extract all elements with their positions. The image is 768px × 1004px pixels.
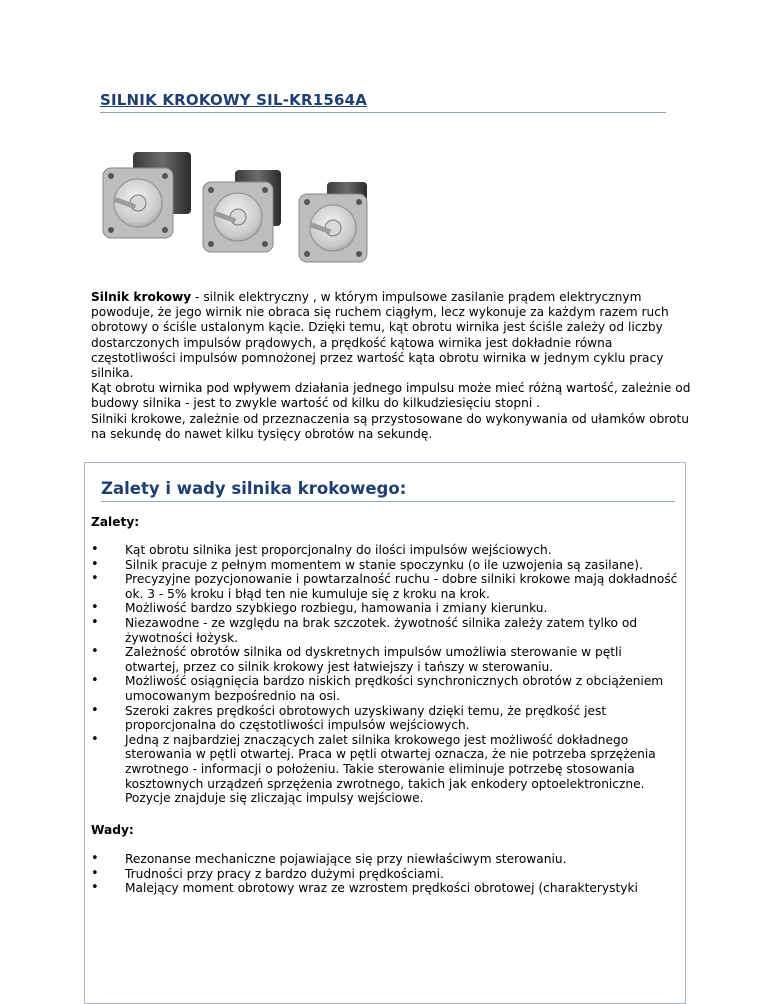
list-item: • Silnik pracuje z pełnym momentem w stanie spoczynku (o ile uzwojenia są zasilane). [91,558,679,573]
section-title [101,479,675,502]
motor-small [299,182,367,262]
list-item: • Malejący moment obrotowy wraz ze wzrostem prędkości obrotowej (charakterystyki [91,881,679,896]
intro-definition: - silnik elektryczny , w którym impulsowe zasilanie prądem elektrycznym powoduje, że jego wirnik nie obraca się ruchem ciągłym, lecz wykonuje za każdym razem ruch obrotowy o ściśle ustalonym kącie. Dzięki temu, kąt obrotu wirnika jest ściśle zależy od liczby dostarczonych impulsów prądowych, a prędkość kątowa wirnika jest dokładnie równa częstotliwości impulsów pomnożonej przez wartość kąta obrotu wirnika w jednym cyklu pracy silnika. [91,290,669,381]
intro-term: Silnik krokowy [91,290,192,304]
section-title-text: Zalety i wady silnika krokowego: [101,479,407,498]
list-item: • Zależność obrotów silnika od dyskretnych impulsów umożliwia sterowanie w pętli otwartej, przez co silnik krokowy jest łatwiejszy i tańszy w sterowaniu. [91,645,679,674]
page-title [100,90,666,113]
intro-paragraph-1 [91,290,691,381]
page-title-text: SILNIK KROKOWY SIL-KR1564A [100,91,368,109]
motor-medium [203,170,281,252]
cons-list [91,852,679,896]
intro-paragraph-3: Silniki krokowe, zależnie od przeznaczenia są przystosowane do wykonywania od ułamków obrotu na sekundę do nawet kilku tysięcy obrotów na sekundę. [91,411,690,441]
list-item: • Możliwość bardzo szybkiego rozbiegu, hamowania i zmiany kierunku. [91,601,679,616]
list-item: • Niezawodne - ze względu na brak szczotek. żywotność silnika zależy zatem tylko od żywotności łożysk. [91,616,679,645]
pros-list [91,543,679,806]
intro-paragraph-2: Kąt obrotu wirnika pod wpływem działania jednego impulsu może mieć różną wartość, zależnie od budowy silnika - jest to zwykle wartość od kilku do kilkudziesięciu stopni . [91,381,691,411]
cons-label: Wady: [91,823,134,837]
pros-label: Zalety: [91,515,140,529]
list-item: • Jedną z najbardziej znaczących zalet silnika krokowego jest możliwość dokładnego sterowania w pętli otwartej. Praca w pętli otwartej oznacza, że nie potrzeba sprzężenia zwrotnego - informacji o położeniu. Takie sterowanie eliminuje potrzebę stosowania kosztownych urządzeń sprzężenia zwrotnego, takich jak enkodery optoelektroniczne. Pozycje znajduje się zliczając impulsy wejściowe. [91,733,679,806]
list-item: • Rezonanse mechaniczne pojawiające się przy niewłaściwym sterowaniu. [91,852,679,867]
stepper-motors-image [95,150,385,280]
list-item: • Szeroki zakres prędkości obrotowych uzyskiwany dzięki temu, że prędkość jest proporcjonalna do częstotliwości impulsów wejściowych. [91,704,679,733]
list-item: • Trudności przy pracy z bardzo dużymi prędkościami. [91,867,679,882]
list-item: • Możliwość osiągnięcia bardzo niskich prędkości synchronicznych obrotów z obciążeniem umocowanym bezpośrednio na osi. [91,674,679,703]
intro-text [91,290,691,442]
list-item: • Kąt obrotu silnika jest proporcjonalny do ilości impulsów wejściowych. [91,543,679,558]
list-item: • Precyzyjne pozycjonowanie i powtarzalność ruchu - dobre silniki krokowe mają dokładność ok. 3 - 5% kroku i błąd ten nie kumuluje się z kroku na krok. [91,572,679,601]
pros-cons-section [84,462,686,1004]
motor-large [103,152,191,238]
